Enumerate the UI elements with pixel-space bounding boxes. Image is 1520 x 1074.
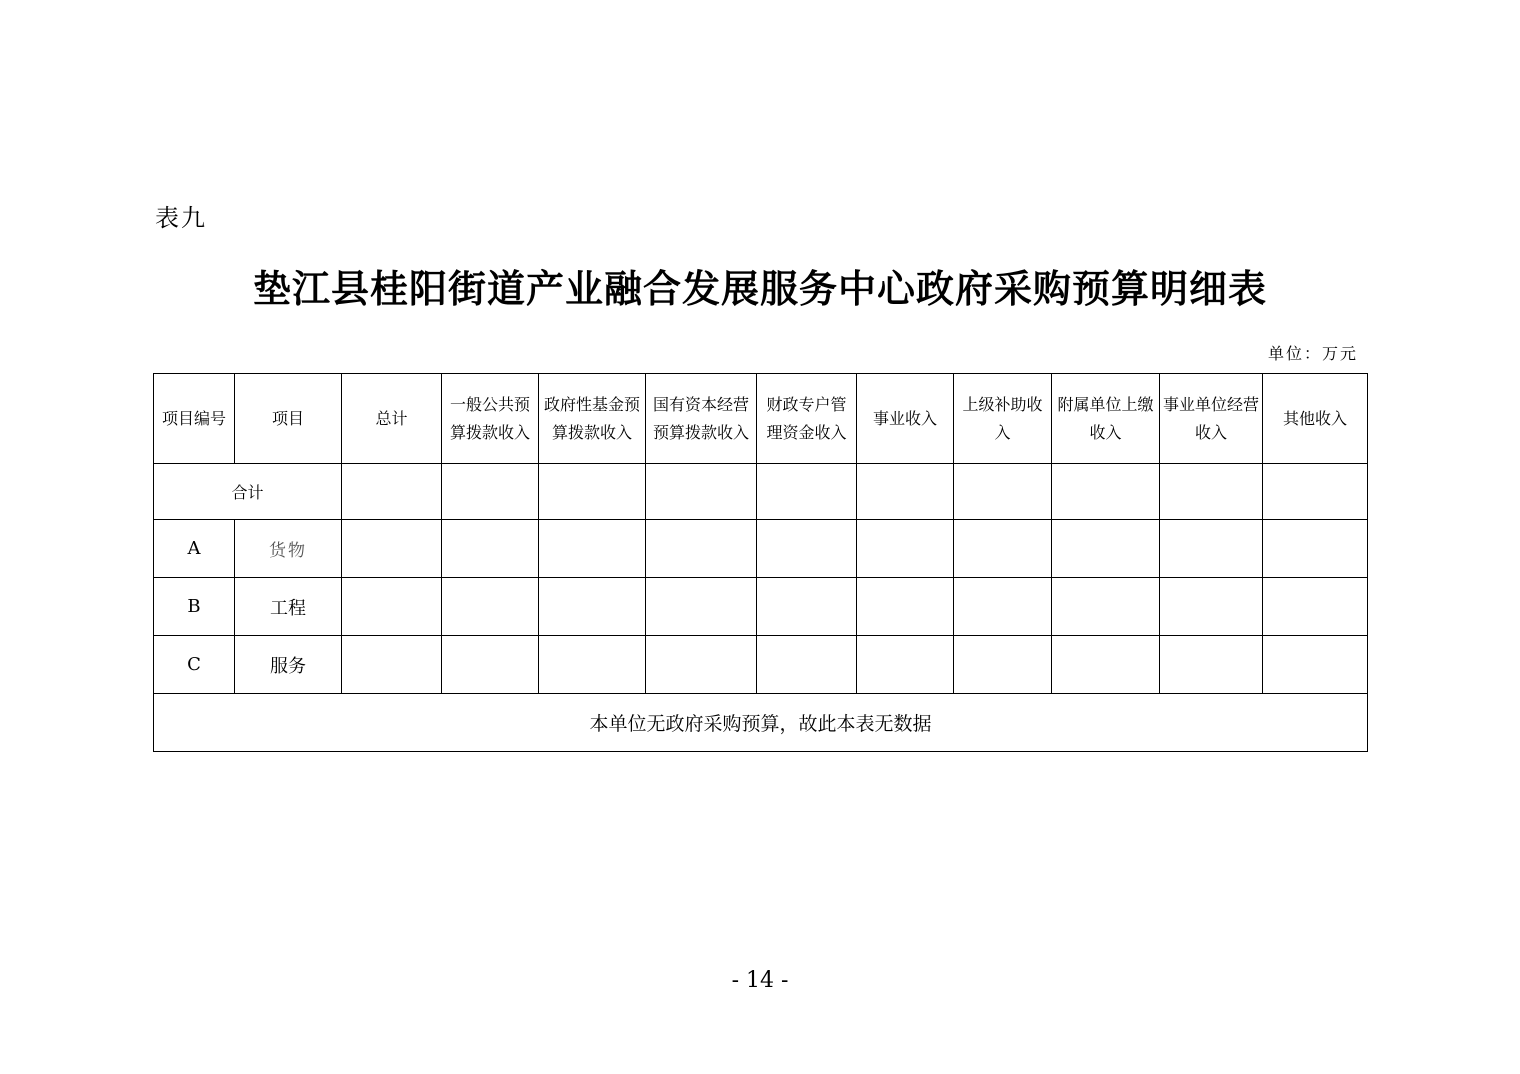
- table-cell: [1052, 636, 1160, 694]
- header-cell: 财政专户管理资金收入: [757, 374, 857, 464]
- table-cell: [757, 464, 857, 520]
- table-cell: [857, 520, 954, 578]
- procurement-budget-table: [153, 373, 1368, 752]
- page-number: - 14 -: [731, 968, 789, 993]
- table-cell: [1052, 520, 1160, 578]
- header-cell: 附属单位上缴收入: [1052, 374, 1160, 464]
- item-name: 服务: [235, 636, 342, 694]
- table-cell: [1160, 578, 1263, 636]
- table-label: 表九: [155, 204, 207, 232]
- table-cell: [857, 636, 954, 694]
- table-cell: [1052, 578, 1160, 636]
- note-row: [154, 694, 1368, 752]
- table-cell: [857, 578, 954, 636]
- total-row: [154, 464, 1368, 520]
- item-code: A: [154, 520, 235, 578]
- table-cell: [954, 520, 1052, 578]
- table-cell: [757, 636, 857, 694]
- table-cell: [954, 578, 1052, 636]
- unit-label: 单位：万元: [1267, 344, 1358, 363]
- table-cell: [954, 636, 1052, 694]
- table-note: 本单位无政府采购预算，故此本表无数据: [154, 694, 1368, 752]
- table-cell: [646, 636, 757, 694]
- header-cell: 项目编号: [154, 374, 235, 464]
- item-code: C: [154, 636, 235, 694]
- table-cell: [1263, 464, 1368, 520]
- header-cell: 总计: [342, 374, 442, 464]
- table-cell: [1263, 520, 1368, 578]
- table-cell: [1160, 520, 1263, 578]
- table-cell: [857, 464, 954, 520]
- header-cell: 一般公共预算拨款收入: [442, 374, 539, 464]
- table-cell: [646, 520, 757, 578]
- table-cell: [539, 464, 646, 520]
- header-cell: 其他收入: [1263, 374, 1368, 464]
- table-cell: [342, 464, 442, 520]
- header-cell: 事业单位经营收入: [1160, 374, 1263, 464]
- table-row: [154, 578, 1368, 636]
- table-cell: [442, 520, 539, 578]
- table-cell: [342, 578, 442, 636]
- header-cell: 上级补助收入: [954, 374, 1052, 464]
- table-cell: [1052, 464, 1160, 520]
- total-label: 合计: [154, 464, 342, 520]
- table-cell: [442, 636, 539, 694]
- document-title: 垫江县桂阳街道产业融合发展服务中心政府采购预算明细表: [252, 266, 1267, 311]
- table-cell: [342, 520, 442, 578]
- table-cell: [1160, 636, 1263, 694]
- header-row: [154, 374, 1368, 464]
- table-cell: [539, 520, 646, 578]
- item-name: 工程: [235, 578, 342, 636]
- header-cell: 事业收入: [857, 374, 954, 464]
- table-row: [154, 520, 1368, 578]
- table-cell: [1263, 636, 1368, 694]
- header-cell: 政府性基金预算拨款收入: [539, 374, 646, 464]
- table-cell: [342, 636, 442, 694]
- table-cell: [539, 636, 646, 694]
- table-cell: [1263, 578, 1368, 636]
- table-cell: [442, 464, 539, 520]
- table-cell: [757, 578, 857, 636]
- table-cell: [646, 464, 757, 520]
- table-cell: [539, 578, 646, 636]
- item-name: 货物: [235, 520, 342, 578]
- table-cell: [1160, 464, 1263, 520]
- item-code: B: [154, 578, 235, 636]
- header-cell: 国有资本经营预算拨款收入: [646, 374, 757, 464]
- table-row: [154, 636, 1368, 694]
- table-cell: [442, 578, 539, 636]
- header-cell: 项目: [235, 374, 342, 464]
- table-cell: [646, 578, 757, 636]
- table-cell: [757, 520, 857, 578]
- table-cell: [954, 464, 1052, 520]
